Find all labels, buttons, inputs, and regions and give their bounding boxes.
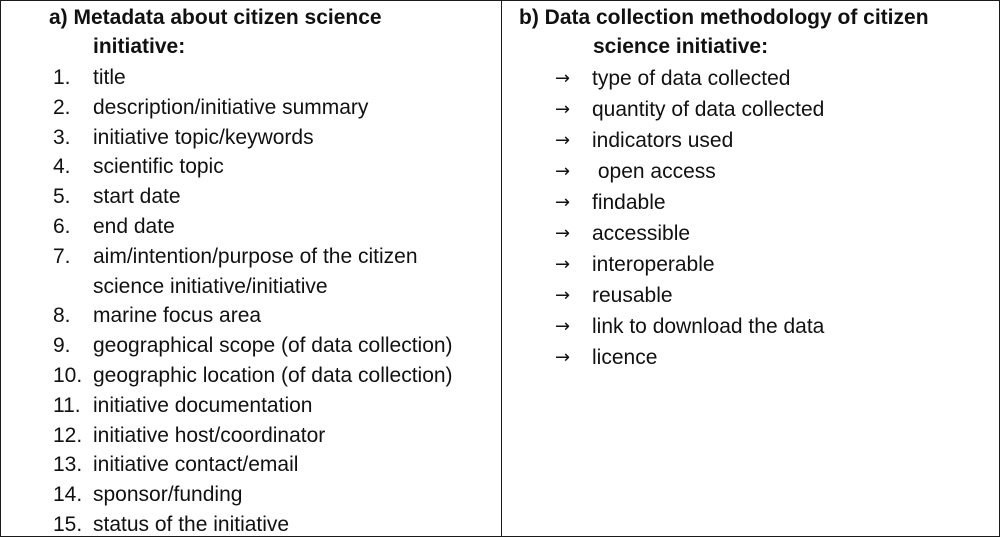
- metadata-list-item: [1, 63, 499, 93]
- methodology-list-item: [503, 94, 999, 125]
- metadata-list-item: [1, 242, 499, 302]
- metadata-list-item: [1, 301, 499, 331]
- section-a-heading-line1: a) Metadata about citizen science: [49, 6, 382, 29]
- right-arrow-icon: →: [555, 99, 571, 120]
- list-item-text: findable: [592, 191, 666, 214]
- right-arrow-icon: →: [555, 316, 571, 337]
- right-arrow-icon: →: [555, 285, 571, 306]
- list-item-text: status of the initiative: [93, 512, 290, 536]
- methodology-list-item: [503, 125, 999, 156]
- list-item-text: link to download the data: [592, 315, 825, 338]
- list-item-number: 15.: [53, 512, 83, 536]
- list-item-text: start date: [93, 185, 181, 209]
- list-item-text-continued: science initiative/initiative: [93, 274, 328, 298]
- right-arrow-icon: →: [555, 130, 571, 151]
- list-item-number: 3.: [53, 125, 71, 149]
- methodology-list-item: [503, 342, 999, 373]
- metadata-list: [1, 63, 499, 540]
- list-item-text: marine focus area: [93, 304, 262, 328]
- metadata-list-item: [1, 123, 499, 153]
- list-item-number: 5.: [53, 185, 71, 209]
- list-item-number: 12.: [53, 423, 83, 447]
- metadata-list-item: [1, 93, 499, 123]
- list-item-text: title: [93, 66, 126, 89]
- list-item-number: 7.: [53, 244, 71, 268]
- methodology-list-item: [503, 311, 999, 342]
- methodology-list-item: [503, 156, 999, 187]
- metadata-list-item: [1, 421, 499, 451]
- list-item-number: 9.: [53, 334, 71, 358]
- section-b-heading: [503, 3, 999, 61]
- list-item-text: initiative host/coordinator: [93, 423, 326, 447]
- list-item-text: interoperable: [592, 253, 715, 276]
- list-item-number: 2.: [53, 95, 71, 119]
- list-item-text: geographic location (of data collection): [93, 363, 453, 387]
- right-arrow-icon: →: [555, 192, 571, 213]
- list-item-text: initiative topic/keywords: [93, 125, 314, 149]
- list-item-text: scientific topic: [93, 155, 224, 179]
- metadata-list-item: [1, 331, 499, 361]
- methodology-list-item: [503, 249, 999, 280]
- list-item-number: 6.: [53, 214, 71, 238]
- metadata-list-item: [1, 212, 499, 242]
- list-item-number: 8.: [53, 304, 71, 328]
- section-b-heading-line1: b) Data collection methodology of citizen: [519, 6, 929, 29]
- right-arrow-icon: →: [555, 68, 571, 89]
- metadata-list-item: [1, 152, 499, 182]
- list-item-text: reusable: [592, 284, 673, 307]
- list-item-text: description/initiative summary: [93, 95, 369, 119]
- metadata-list-item: [1, 361, 499, 391]
- list-item-text: sponsor/funding: [93, 483, 243, 507]
- section-a-column: [1, 3, 499, 540]
- list-item-text: quantity of data collected: [592, 98, 825, 121]
- list-item-text: indicators used: [592, 129, 734, 152]
- list-item-number: 14.: [53, 483, 83, 507]
- right-arrow-icon: →: [555, 161, 571, 182]
- list-item-text: initiative contact/email: [93, 453, 299, 477]
- right-arrow-icon: →: [555, 223, 571, 244]
- section-b-heading-line2: science initiative:: [593, 35, 769, 58]
- list-item-number: 11.: [53, 393, 81, 417]
- list-item-number: 13.: [53, 453, 83, 477]
- methodology-list-item: [503, 280, 999, 311]
- list-item-text: licence: [592, 346, 658, 369]
- list-item-number: 10.: [53, 363, 83, 387]
- column-divider: [501, 1, 502, 536]
- metadata-list-item: [1, 182, 499, 212]
- list-item-number: 1.: [53, 66, 71, 89]
- metadata-list-item: [1, 510, 499, 540]
- section-a-heading-line2: initiative:: [93, 35, 186, 58]
- methodology-list: [503, 63, 999, 373]
- list-item-text: open access: [592, 160, 716, 183]
- methodology-list-item: [503, 187, 999, 218]
- list-item-text: accessible: [592, 222, 691, 245]
- list-item-text: initiative documentation: [93, 393, 313, 417]
- list-item-text: end date: [93, 214, 175, 238]
- right-arrow-icon: →: [555, 254, 571, 275]
- right-arrow-icon: →: [555, 347, 571, 368]
- list-item-text: aim/intention/purpose of the citizen: [93, 244, 418, 268]
- list-item-text: geographical scope (of data collection): [93, 334, 453, 358]
- section-a-heading: [1, 3, 499, 61]
- metadata-list-item: [1, 391, 499, 421]
- section-b-column: [503, 3, 999, 373]
- methodology-list-item: [503, 218, 999, 249]
- metadata-list-item: [1, 450, 499, 480]
- list-item-text: type of data collected: [592, 67, 791, 90]
- metadata-list-item: [1, 480, 499, 510]
- list-item-number: 4.: [53, 155, 71, 179]
- methodology-list-item: [503, 63, 999, 94]
